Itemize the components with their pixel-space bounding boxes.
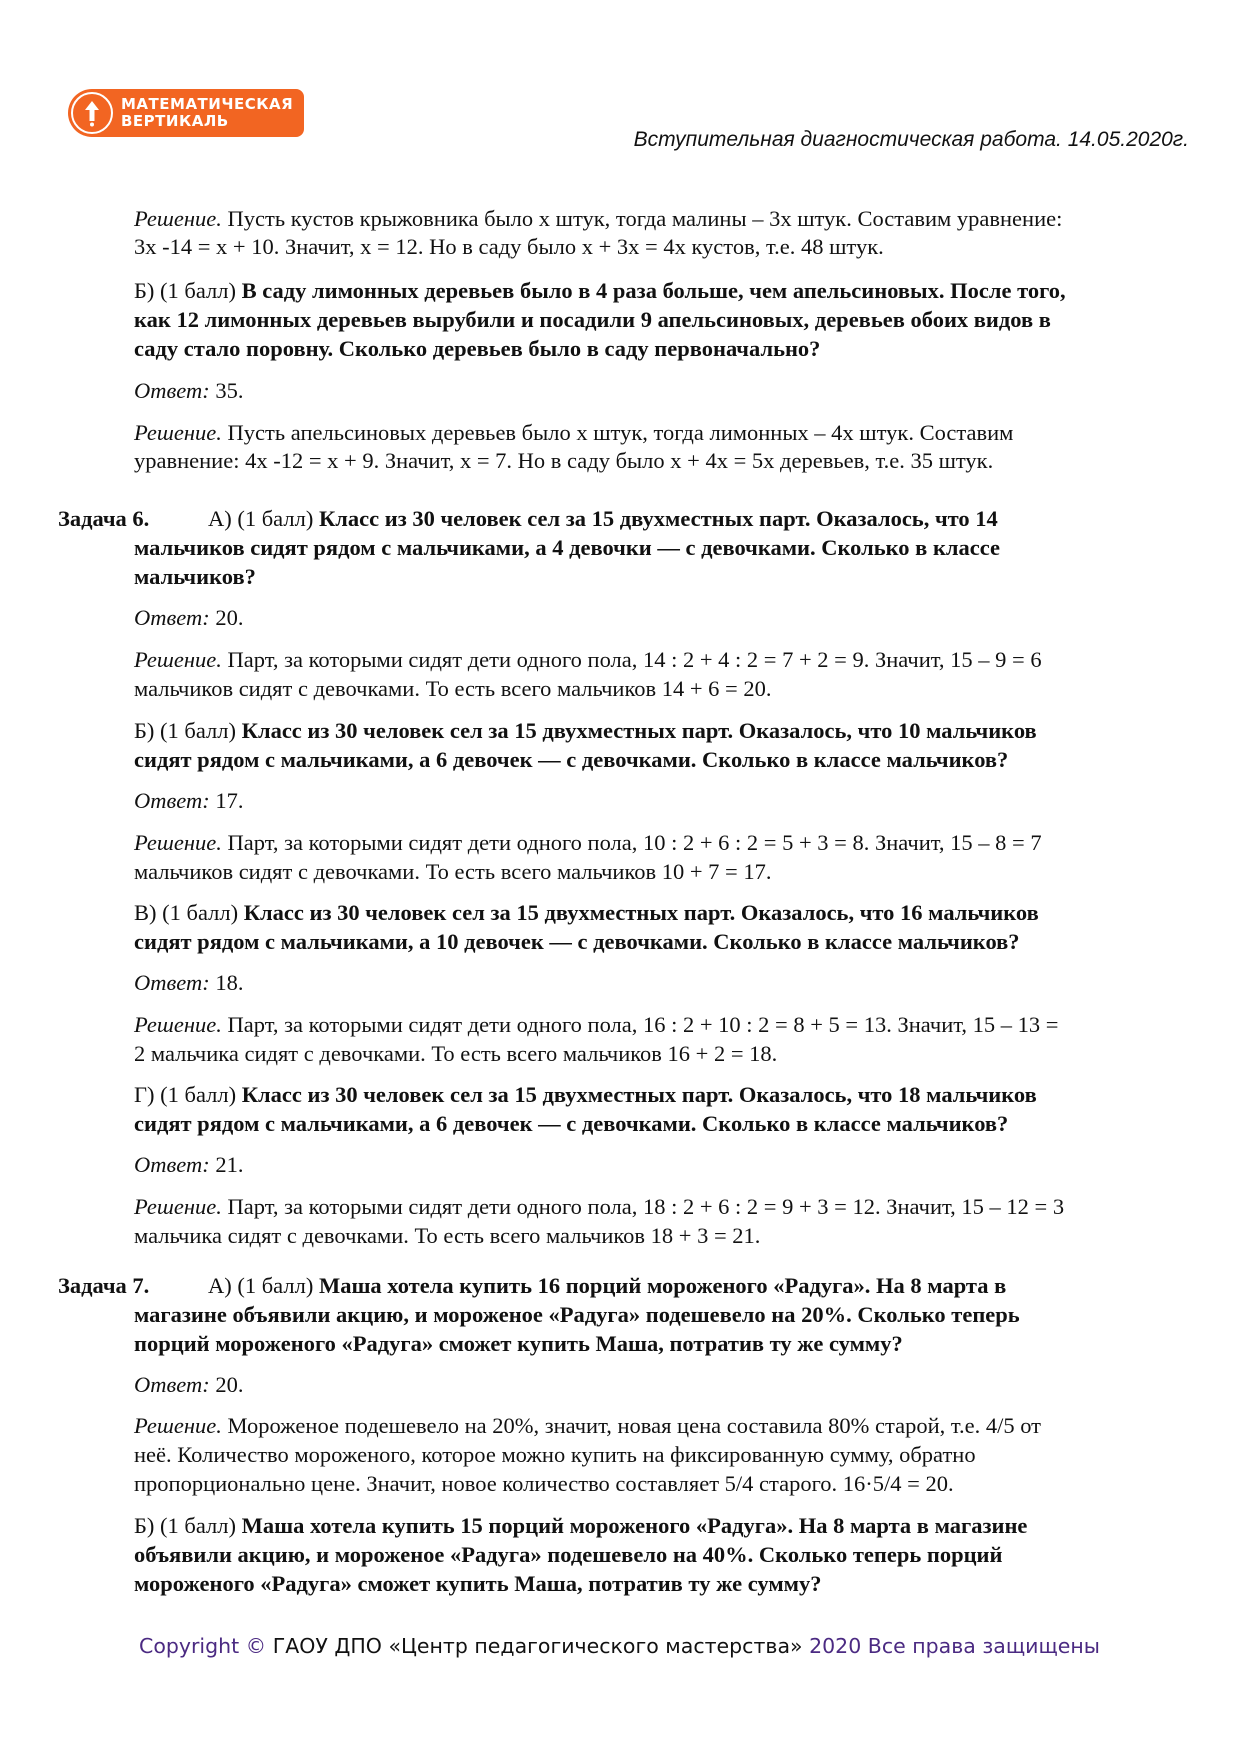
solution-5b-line2: уравнение: 4x -12 = x + 9. Значит, x = 7. Но в саду было x + 4x = 5x деревьев, т.е. 35 штук. [134,448,994,473]
solution-7a-line2: неё. Количество мороженого, которое можно купить на фиксированную сумму, обратно [134,1442,976,1467]
solution-5a-line1 [134,205,1184,234]
solution-text: Парт, за которыми сидят дети одного пола, 18 : 2 + 6 : 2 = 9 + 3 = 12. Значит, 15 – 12 = 3 [221,1194,1065,1219]
solution-6b-line2: мальчиков сидят с девочками. То есть всего мальчиков 10 + 7 = 17. [134,859,772,884]
header-title: Вступительная диагностическая работа. 14.05.2020г. [633,128,1189,151]
task-6v-line2: сидят рядом с мальчиками, а 10 девочек — с девочками. Сколько в классе мальчиков? [134,929,1020,954]
task-prefix: А) (1 балл) [208,1273,319,1298]
solution-text: Парт, за которыми сидят дети одного пола, 10 : 2 + 6 : 2 = 5 + 3 = 8. Значит, 15 – 8 = 7 [221,830,1042,855]
solution-6b-line1 [134,829,1184,858]
task-6b-line1 [134,717,1184,746]
task-6g-line2: сидят рядом с мальчиками, а 6 девочек — с девочками. Сколько в классе мальчиков? [134,1111,1009,1136]
footer-copyright: Copyright © [139,1634,267,1658]
task-prefix: В) (1 балл) [134,900,244,925]
task-text: Маша хотела купить 15 порций мороженого «Радуга». На 8 марта в магазине [241,1513,1028,1538]
logo-text [121,96,293,130]
task-6b-line2: сидят рядом с мальчиками, а 6 девочек — с девочками. Сколько в классе мальчиков? [134,747,1009,772]
answer-label: Ответ: [134,970,210,995]
task-text: Класс из 30 человек сел за 15 двухместных парт. Оказалось, что 18 мальчиков [241,1082,1037,1107]
task-7b-line2: объявили акцию, и мороженое «Радуга» подешевело на 40%. Сколько теперь порций [134,1542,1003,1567]
task-7-label: Задача 7. [58,1273,150,1298]
answer-value: 17. [209,788,244,813]
solution-7a-line3: пропорционально цене. Значит, новое количество составляет 5/4 старого. 16·5/4 = 20. [134,1471,954,1496]
solution-label: Решение. [134,1413,222,1438]
solution-label: Решение. [134,420,222,445]
solution-7a-line1 [134,1412,1184,1441]
answer-6v [134,969,1184,998]
footer-rights: 2020 Все права защищены [809,1634,1100,1658]
task-prefix: А) (1 балл) [208,506,319,531]
task-7b-line1 [134,1512,1184,1541]
solution-6a-line1 [134,646,1184,675]
answer-label: Ответ: [134,788,210,813]
logo-line1: МАТЕМАТИЧЕСКАЯ [121,95,294,113]
logo-line2: ВЕРТИКАЛЬ [121,112,229,130]
solution-6v-line2: 2 мальчика сидят с девочками. То есть всего мальчиков 16 + 2 = 18. [134,1041,778,1066]
arrow-up-icon [71,92,113,134]
answer-label: Ответ: [134,378,210,403]
task-6g-line1 [134,1081,1184,1110]
task-prefix: Б) (1 балл) [134,1513,242,1538]
task-text: В саду лимонных деревьев было в 4 раза больше, чем апельсиновых. После того, [241,278,1066,303]
solution-label: Решение. [134,206,222,231]
solution-6a-line2: мальчиков сидят с девочками. То есть всего мальчиков 14 + 6 = 20. [134,676,772,701]
task-7a-line3: порций мороженого «Радуга» сможет купить Маша, потратив ту же сумму? [134,1331,903,1356]
answer-value: 35. [209,378,244,403]
task-5b-line1 [134,277,1184,306]
task-5b-line3: саду стало поровну. Сколько деревьев было в саду первоначально? [134,336,821,361]
task-6a-line2: мальчиков сидят рядом с мальчиками, а 4 девочки — с девочками. Сколько в классе [134,535,1001,560]
solution-6v-line1 [134,1011,1184,1040]
answer-5b [134,377,1184,406]
task-6a-line3: мальчиков? [134,564,256,589]
logo [68,89,304,137]
answer-value: 21. [209,1152,244,1177]
answer-6a [134,604,1184,633]
solution-6g-line2: мальчика сидят с девочками. То есть всего мальчиков 18 + 3 = 21. [134,1223,761,1248]
task-prefix: Б) (1 балл) [134,278,242,303]
footer [139,1634,1100,1658]
answer-label: Ответ: [134,605,210,630]
task-text: Класс из 30 человек сел за 15 двухместных парт. Оказалось, что 14 [318,506,998,531]
solution-text: Парт, за которыми сидят дети одного пола, 14 : 2 + 4 : 2 = 7 + 2 = 9. Значит, 15 – 9 = 6 [221,647,1042,672]
task-7a-line2: магазине объявили акцию, и мороженое «Радуга» подешевело на 20%. Сколько теперь [134,1302,1020,1327]
task-prefix: Б) (1 балл) [134,718,242,743]
answer-label: Ответ: [134,1372,210,1397]
solution-text: Парт, за которыми сидят дети одного пола, 16 : 2 + 10 : 2 = 8 + 5 = 13. Значит, 15 – 13 = [221,1012,1059,1037]
solution-label: Решение. [134,830,222,855]
footer-org: ГАОУ ДПО «Центр педагогического мастерства» [266,1634,810,1658]
task-6v-line1 [134,899,1184,928]
solution-label: Решение. [134,1194,222,1219]
task-text: Класс из 30 человек сел за 15 двухместных парт. Оказалось, что 16 мальчиков [243,900,1039,925]
answer-value: 18. [209,970,244,995]
answer-label: Ответ: [134,1152,210,1177]
answer-7a [134,1371,1184,1400]
task-7a-line1 [208,1272,1188,1301]
task-6a-line1 [208,505,1188,534]
solution-6g-line1 [134,1193,1184,1222]
answer-6g [134,1151,1184,1180]
task-6-label: Задача 6. [58,506,150,531]
solution-label: Решение. [134,1012,222,1037]
task-text: Класс из 30 человек сел за 15 двухместных парт. Оказалось, что 10 мальчиков [241,718,1037,743]
answer-value: 20. [209,1372,244,1397]
task-7b-line3: мороженого «Радуга» сможет купить Маша, потратив ту же сумму? [134,1571,822,1596]
solution-label: Решение. [134,647,222,672]
task-5b-line2: как 12 лимонных деревьев вырубили и посадили 9 апельсиновых, деревьев обоих видов в [134,307,1051,332]
answer-6b [134,787,1184,816]
solution-text: Пусть апельсиновых деревьев было x штук, тогда лимонных – 4x штук. Составим [221,420,1014,445]
task-prefix: Г) (1 балл) [134,1082,242,1107]
solution-text: Мороженое подешевело на 20%, значит, новая цена составила 80% старой, т.е. 4/5 от [221,1413,1042,1438]
solution-text: Пусть кустов крыжовника было x штук, тогда малины – 3x штук. Составим уравнение: [221,206,1063,231]
answer-value: 20. [209,605,244,630]
task-text: Маша хотела купить 16 порций мороженого «Радуга». На 8 марта в [318,1273,1007,1298]
solution-5b-line1 [134,419,1184,448]
solution-5a-line2: 3x -14 = x + 10. Значит, x = 12. Но в саду было x + 3x = 4x кустов, т.е. 48 штук. [134,234,884,259]
